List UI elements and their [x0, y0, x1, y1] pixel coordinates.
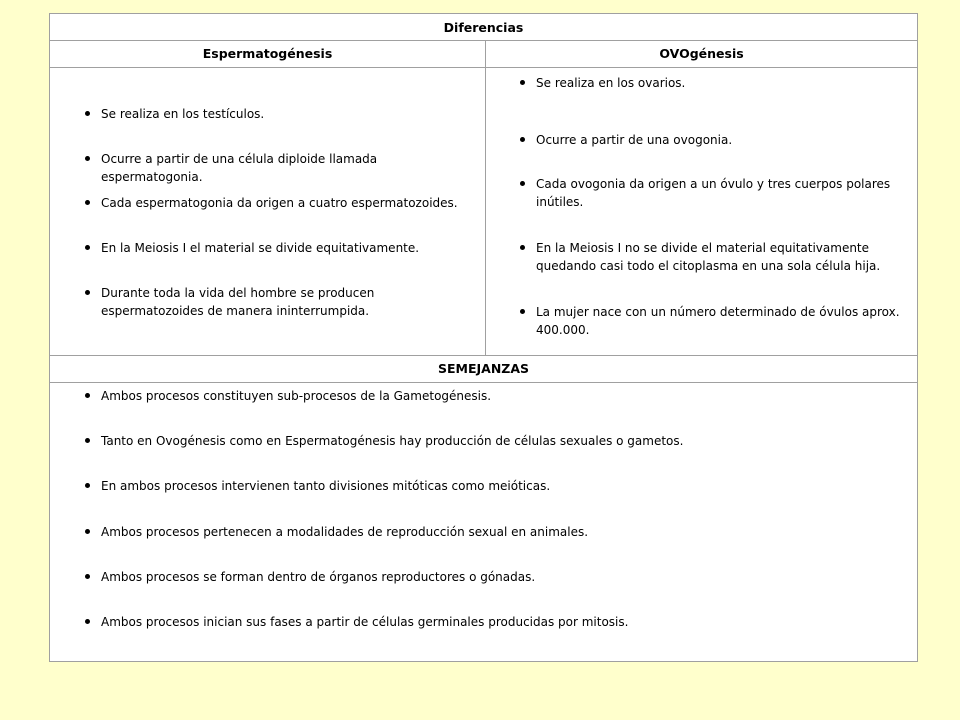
list-item: Ambos procesos inician sus fases a partir de células germinales producidas por mitosis. — [50, 613, 917, 631]
list-item: Tanto en Ovogénesis como en Espermatogénesis hay producción de células sexuales o gametos. — [50, 432, 917, 450]
comparison-table — [49, 13, 918, 662]
list-item: Ambos procesos constituyen sub-procesos de la Gametogénesis. — [50, 387, 917, 405]
list-item: Cada ovogonia da origen a un óvulo y tres cuerpos polares inútiles. — [486, 175, 917, 211]
right-column — [486, 68, 917, 355]
list-item: Ocurre a partir de una ovogonia. — [486, 131, 917, 149]
list-item: Durante toda la vida del hombre se producen espermatozoides de manera ininterrumpida. — [50, 284, 485, 320]
list-item: Ambos procesos se forman dentro de órganos reproductores o gónadas. — [50, 568, 917, 586]
differences-row — [50, 68, 917, 356]
list-item: Se realiza en los ovarios. — [486, 74, 917, 92]
left-column — [50, 68, 486, 355]
list-item: Ambos procesos pertenecen a modalidades de reproducción sexual en animales. — [50, 523, 917, 541]
list-item: En la Meiosis I el material se divide equitativamente. — [50, 239, 485, 257]
list-item: En la Meiosis I no se divide el material equitativamente quedando casi todo el citoplasma en una sola célula hija. — [486, 239, 917, 275]
table-title: Diferencias — [50, 14, 917, 41]
list-item: Se realiza en los testículos. — [50, 105, 485, 123]
list-item: La mujer nace con un número determinado de óvulos aprox. 400.000. — [486, 303, 917, 339]
left-column-header: Espermatogénesis — [50, 41, 486, 67]
list-item: En ambos procesos intervienen tanto divisiones mitóticas como meióticas. — [50, 477, 917, 495]
similarities-body — [50, 383, 917, 661]
similarities-header: SEMEJANZAS — [50, 356, 917, 383]
list-item: Cada espermatogonia da origen a cuatro espermatozoides. — [50, 194, 485, 212]
right-column-header: OVOgénesis — [659, 46, 744, 61]
list-item: Ocurre a partir de una célula diploide llamada espermatogonia. — [50, 150, 485, 186]
subheader-row — [50, 41, 917, 68]
